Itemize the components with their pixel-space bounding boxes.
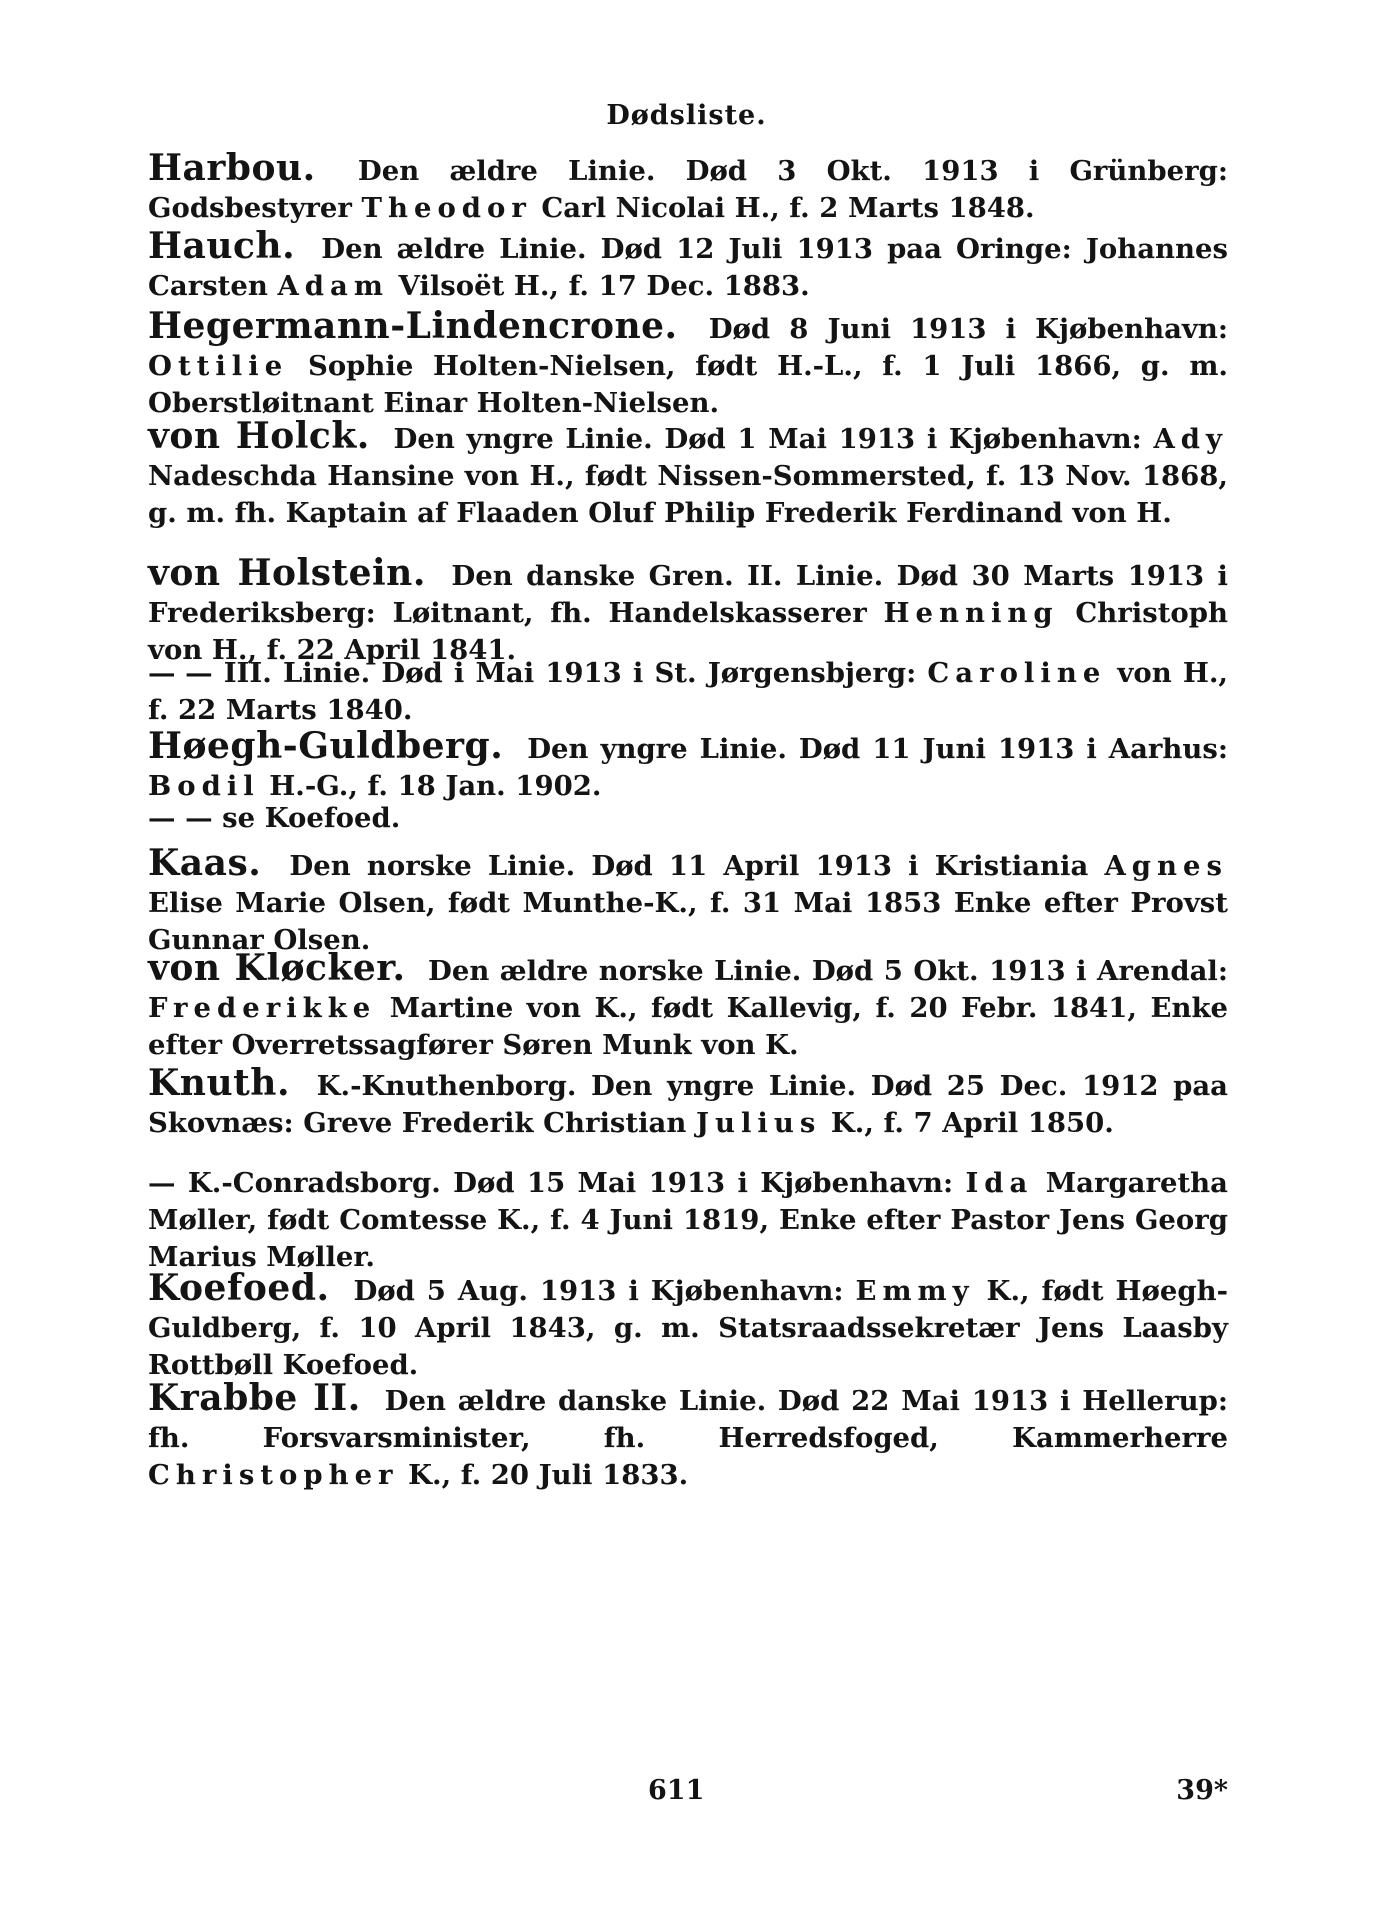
ditto-dash: — —	[148, 802, 213, 834]
entry-text: K.-Knuthenborg. Den yngre Linie. Død 25 Dec. 1912 paa Skovnæs: Greve Frederik Christian	[148, 1070, 1228, 1139]
entry-text: III. Linie. Død i Mai 1913 i St. Jørgensbjerg:	[223, 657, 917, 689]
entry-given-name: Christopher	[148, 1459, 399, 1491]
entry-hauch	[148, 225, 1229, 305]
entry-text: von H., f. 22 Marts 1840.	[148, 657, 1228, 726]
entry-kaas	[148, 842, 1228, 959]
entry-von-holstein-iii	[148, 655, 1228, 729]
entry-text: Død 5 Aug. 1913 i Kjøbenhavn:	[353, 1275, 844, 1307]
entry-text: Den norske Linie. Død 11 April 1913 i Kristiania	[289, 850, 1089, 882]
entry-given-name: Ady	[1153, 423, 1228, 455]
entry-text: Den danske Gren. II. Linie. Død 30 Marts 1913 i Frederiksberg: Løitnant, fh. Handelskasserer	[148, 560, 1228, 629]
entry-text: Død 8 Juni 1913 i Kjøbenhavn:	[708, 313, 1229, 345]
entry-text: Martine von K., født Kallevig, f. 20 Febr. 1841, Enke efter Overretssagfører Søren Munk von K.	[148, 992, 1229, 1061]
page-footer	[148, 1775, 1228, 1815]
entry-given-name: Adam	[277, 270, 389, 302]
entry-text: K., født Høegh-Guldberg, f. 10 April 1843, g. m. Statsraadssekretær Jens Laasby Rottbøll Koefoed.	[148, 1275, 1228, 1381]
entry-hoegh-guldberg-ref	[148, 800, 1228, 837]
entry-hegermann-lindencrone	[148, 305, 1229, 422]
entry-given-name: Theodor	[361, 192, 532, 224]
entry-text: Sophie Holten-Nielsen, født H.-L., f. 1 Juli 1866, g. m. Oberstløitnant Einar Holten-Nielsen.	[148, 350, 1229, 419]
entry-text: Den ældre danske Linie. Død 22 Mai 1913 i Hellerup: fh. Forsvarsminister, fh. Herredsfoged, Kammerherre	[148, 1385, 1228, 1454]
entry-text: Margaretha Møller, født Comtesse K., f. 4 Juni 1819, Enke efter Pastor Jens Georg Marius Møller.	[148, 1167, 1228, 1273]
entry-surname: Hegermann-Lindencrone.	[148, 305, 678, 347]
entry-text: Nadeschda Hansine von H., født Nissen-Sommersted, f. 13 Nov. 1868, g. m. fh. Kaptain af Flaaden Oluf Philip Frederik Ferdinand von H.	[148, 460, 1228, 529]
entry-given-name: Emmy	[855, 1275, 975, 1307]
entry-given-name: Julius	[695, 1107, 822, 1139]
entry-text: Den ældre Linie. Død 3 Okt. 1913 i Grünberg: Godsbestyrer	[148, 155, 1228, 224]
entry-text: Den yngre Linie. Død 1 Mai 1913 i Kjøbenhavn:	[393, 423, 1142, 455]
page-number: 611	[648, 1775, 705, 1806]
entry-text: K., f. 7 April 1850.	[830, 1107, 1114, 1139]
entry-surname: Krabbe II.	[148, 1377, 361, 1419]
entry-knuth-conradsborg	[148, 1165, 1228, 1276]
entry-koefoed	[148, 1267, 1228, 1384]
signature-mark: 39*	[1176, 1775, 1228, 1806]
page-title: Dødsliste.	[606, 100, 767, 131]
entry-surname: von Holstein.	[148, 552, 426, 594]
entry-given-name: Ottilie	[148, 350, 289, 382]
entry-given-name: Henning	[883, 597, 1059, 629]
entry-given-name: Caroline	[927, 657, 1107, 689]
entry-text: K., f. 20 Juli 1833.	[408, 1459, 689, 1491]
entry-surname: Kaas.	[148, 842, 262, 884]
entry-surname: Koefoed.	[148, 1267, 330, 1309]
ditto-dash: — —	[148, 657, 213, 689]
entry-text: Den yngre Linie. Død 11 Juni 1913 i Aarhus:	[527, 733, 1228, 765]
entry-surname: von Kløcker.	[148, 947, 406, 989]
entry-text: se Koefoed.	[222, 802, 401, 834]
entry-given-name: Frederikke	[148, 992, 377, 1024]
entry-hoegh-guldberg	[148, 725, 1228, 805]
entry-harbou	[148, 147, 1228, 227]
entry-surname: Høegh-Guldberg.	[148, 725, 504, 767]
entry-surname: Knuth.	[148, 1062, 290, 1104]
entry-krabbe	[148, 1377, 1228, 1494]
entry-text: Den ældre norske Linie. Død 5 Okt. 1913 i Arendal:	[427, 955, 1229, 987]
entry-text: Carl Nicolai H., f. 2 Marts 1848.	[541, 192, 1035, 224]
entry-von-holck	[148, 415, 1228, 532]
entry-surname: von Holck.	[148, 415, 370, 457]
entry-surname: Harbou.	[148, 147, 316, 189]
entry-von-kloecker	[148, 947, 1229, 1064]
entry-knuth	[148, 1062, 1228, 1142]
entry-text: Den ældre Linie. Død 12 Juli 1913 paa Oringe: Johannes Carsten	[148, 233, 1229, 302]
entry-text: H.-G., f. 18 Jan. 1902.	[269, 770, 602, 802]
entry-given-name: Ida	[965, 1167, 1034, 1199]
entry-surname: Hauch.	[148, 225, 296, 267]
entry-given-name: Agnes	[1104, 850, 1228, 882]
entry-text: Christoph von H., f. 22 April 1841.	[148, 597, 1228, 666]
ditto-dash: —	[148, 1167, 176, 1199]
entry-text: Elise Marie Olsen, født Munthe-K., f. 31 Mai 1853 Enke efter Provst Gunnar Olsen.	[148, 887, 1228, 956]
entry-text: K.-Conradsborg. Død 15 Mai 1913 i Kjøbenhavn:	[187, 1167, 954, 1199]
entry-von-holstein	[148, 552, 1228, 669]
entry-given-name: Bodil	[148, 770, 260, 802]
entry-text: Vilsoët H., f. 17 Dec. 1883.	[398, 270, 810, 302]
